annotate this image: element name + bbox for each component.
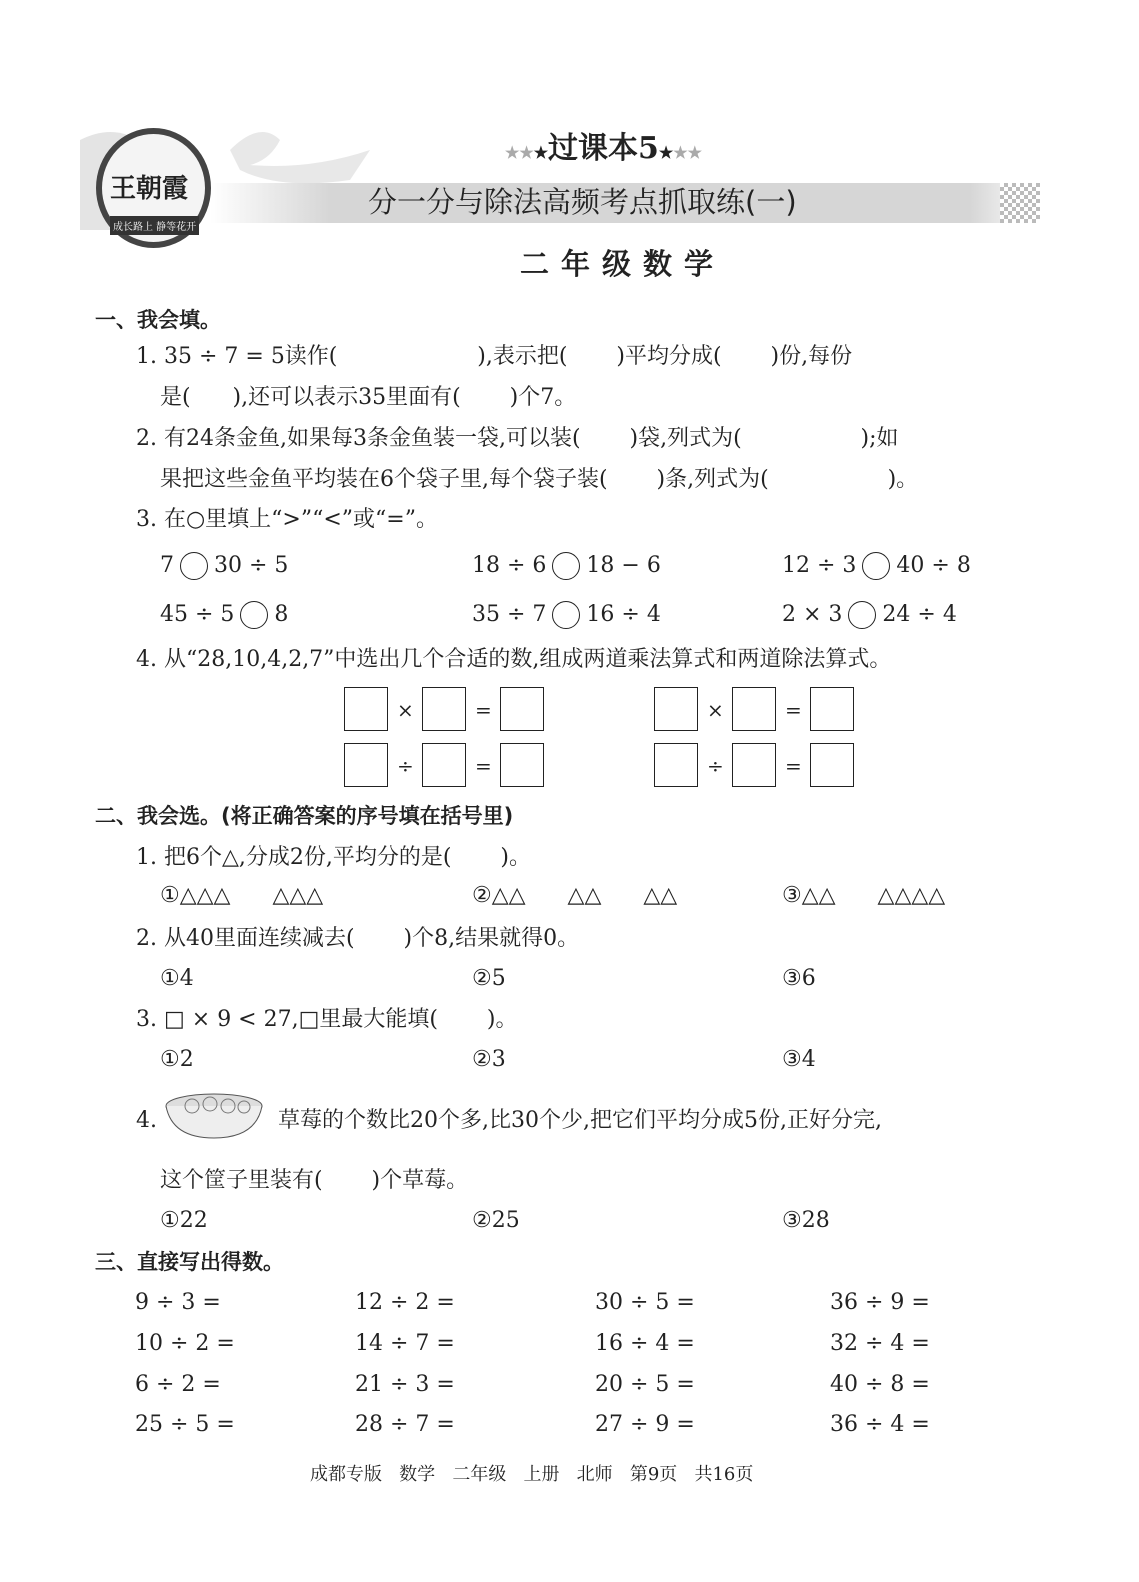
compare-item: 7 30 ÷ 5	[160, 553, 289, 578]
compare-item: 45 ÷ 5 8	[160, 602, 289, 627]
answer-box[interactable]	[810, 743, 854, 787]
operator: =	[785, 698, 802, 722]
option: ②3	[472, 1047, 506, 1072]
question-text: 草莓的个数比20个多,比30个少,把它们平均分成5份,正好分完,	[278, 1108, 882, 1133]
answer-box[interactable]	[422, 687, 466, 731]
answer-box[interactable]	[654, 743, 698, 787]
calculation-item: 20 ÷ 5 =	[595, 1372, 695, 1397]
answer-box[interactable]	[422, 743, 466, 787]
question-text: 1. 35 ÷ 7 = 5读作( ),表示把( )平均分成( )份,每份	[136, 344, 853, 369]
answer-circle[interactable]	[180, 552, 208, 580]
logo-banner: 成长路上 静等花开	[110, 216, 199, 235]
option: ③28	[782, 1208, 830, 1233]
strawberry-basket-image	[162, 1090, 266, 1142]
logo-text: 王朝霞	[110, 174, 189, 204]
answer-circle[interactable]	[848, 601, 876, 629]
section-1-heading: 一、我会填。	[95, 308, 221, 332]
question-text: 果把这些金鱼平均装在6个袋子里,每个袋子装( )条,列式为( )。	[160, 467, 919, 492]
operator: ×	[397, 698, 414, 722]
answer-box[interactable]	[810, 687, 854, 731]
answer-circle[interactable]	[240, 601, 268, 629]
operator: ÷	[397, 754, 414, 778]
section-3-heading: 三、直接写出得数。	[95, 1250, 284, 1274]
option: ②25	[472, 1208, 520, 1233]
operator: =	[785, 754, 802, 778]
option: ①2	[160, 1047, 194, 1072]
calculation-item: 36 ÷ 4 =	[830, 1412, 930, 1437]
answer-box[interactable]	[654, 687, 698, 731]
operator: ×	[707, 698, 724, 722]
page-title: 分一分与除法高频考点抓取练(一)	[368, 185, 797, 219]
calculation-item: 21 ÷ 3 =	[355, 1372, 455, 1397]
calculation-item: 10 ÷ 2 =	[135, 1331, 235, 1356]
operator: =	[475, 754, 492, 778]
compare-item: 2 × 3 24 ÷ 4	[782, 602, 957, 627]
answer-box[interactable]	[732, 687, 776, 731]
answer-box[interactable]	[500, 743, 544, 787]
calculation-item: 9 ÷ 3 =	[135, 1290, 221, 1315]
star-icon: ★★	[505, 143, 534, 162]
calculation-item: 30 ÷ 5 =	[595, 1290, 695, 1315]
answer-circle[interactable]	[552, 601, 580, 629]
option: ①22	[160, 1208, 208, 1233]
answer-circle[interactable]	[552, 552, 580, 580]
calculation-item: 36 ÷ 9 =	[830, 1290, 930, 1315]
section-2-heading: 二、我会选。(将正确答案的序号填在括号里)	[95, 804, 514, 828]
question-text: 1. 把6个△,分成2份,平均分的是( )。	[136, 845, 532, 870]
star-icon: ★	[658, 143, 674, 162]
calculation-item: 14 ÷ 7 =	[355, 1331, 455, 1356]
question-text: 3. 在○里填上“>”“<”或“=”。	[136, 507, 438, 532]
star-icon: ★	[533, 143, 549, 162]
compare-item: 35 ÷ 7 16 ÷ 4	[472, 602, 661, 627]
series-label: ★★★过课本5★★★	[505, 131, 702, 166]
calculation-item: 27 ÷ 9 =	[595, 1412, 695, 1437]
option: ③4	[782, 1047, 816, 1072]
checker-decoration	[1000, 183, 1040, 223]
brand-logo	[96, 128, 211, 248]
question-number: 4.	[136, 1108, 157, 1133]
calculation-item: 16 ÷ 4 =	[595, 1331, 695, 1356]
option: ③6	[782, 966, 816, 991]
subject-title: 二年级数学	[520, 247, 726, 281]
question-text: 4. 从“28,10,4,2,7”中选出几个合适的数,组成两道乘法算式和两道除法算式。	[136, 647, 892, 672]
operator: =	[475, 698, 492, 722]
question-text: 2. 从40里面连续减去( )个8,结果就得0。	[136, 926, 580, 951]
compare-item: 12 ÷ 3 40 ÷ 8	[782, 553, 971, 578]
option: ①4	[160, 966, 194, 991]
question-text: 是( ),还可以表示35里面有( )个7。	[160, 385, 577, 410]
answer-box[interactable]	[732, 743, 776, 787]
question-text: 2. 有24条金鱼,如果每3条金鱼装一袋,可以装( )袋,列式为( );如	[136, 426, 899, 451]
question-text: 3. □ × 9 < 27,□里最大能填( )。	[136, 1007, 518, 1032]
calculation-item: 6 ÷ 2 =	[135, 1372, 221, 1397]
calculation-item: 25 ÷ 5 =	[135, 1412, 235, 1437]
calculation-item: 12 ÷ 2 =	[355, 1290, 455, 1315]
answer-box[interactable]	[344, 687, 388, 731]
option: ②△△ △△ △△	[472, 883, 678, 908]
calculation-item: 32 ÷ 4 =	[830, 1331, 930, 1356]
page-footer: 成都专版 数学 二年级 上册 北师 第9页 共16页	[310, 1464, 754, 1485]
option: ③△△ △△△△	[782, 883, 946, 908]
operator: ÷	[707, 754, 724, 778]
question-text: 这个筐子里装有( )个草莓。	[160, 1168, 469, 1193]
star-icon: ★★	[673, 143, 702, 162]
answer-box[interactable]	[344, 743, 388, 787]
calculation-item: 28 ÷ 7 =	[355, 1412, 455, 1437]
option: ①△△△ △△△	[160, 883, 324, 908]
answer-circle[interactable]	[862, 552, 890, 580]
answer-box[interactable]	[500, 687, 544, 731]
compare-item: 18 ÷ 6 18 − 6	[472, 553, 661, 578]
calculation-item: 40 ÷ 8 =	[830, 1372, 930, 1397]
option: ②5	[472, 966, 506, 991]
